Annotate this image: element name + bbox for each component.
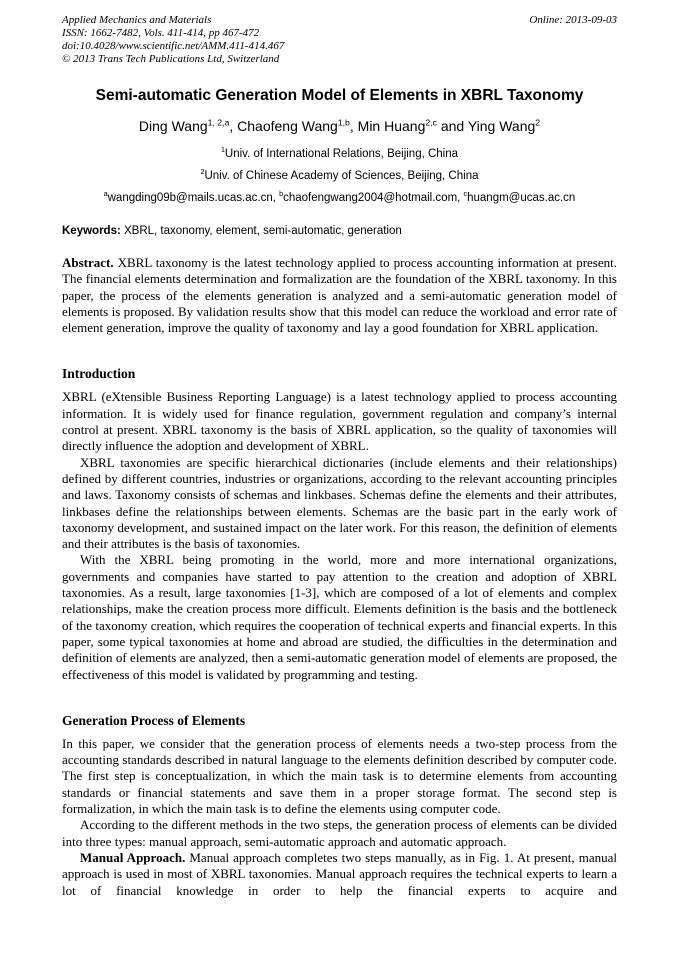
online-date: Online: 2013-09-03 — [529, 14, 617, 26]
author-affiliation-sup: 1, 2,a — [207, 117, 230, 128]
email-text: wangding09b@mails.ucas.ac.cn, — [107, 192, 280, 204]
keywords-label: Keywords: — [62, 225, 121, 237]
manual-approach-text: Manual approach completes two steps manually, as in Fig. 1. At present, manual approach is used in most of XBRL taxonomies. Manual approach requires the technical experts to learn a lot of financial knowledge in order to help the financial experts to acquire and — [62, 849, 617, 898]
affiliation-sup: 1 — [220, 146, 225, 155]
abstract-paragraph — [62, 255, 617, 336]
journal-copyright-line: © 2013 Trans Tech Publications Ltd, Switzerland — [62, 53, 280, 65]
author-name-text: Ding Wang — [138, 118, 208, 134]
section-heading-introduction: Introduction — [62, 366, 136, 382]
email-sup: b — [279, 190, 284, 199]
journal-issn-line: ISSN: 1662-7482, Vols. 411-414, pp 467-472 — [62, 27, 260, 39]
email-sup: a — [103, 190, 108, 199]
abstract-label: Abstract. — [62, 255, 114, 270]
paragraph: With the XBRL being promoting in the world, more and more international organizations, governments and companies have started to pay attention to the creation and adoption of XBRL taxonomies. As a result, large taxonomies [1-3], which are composed of a lot of elements and complex relationships, make the creation process more difficult. Elements definition is the basis and the bottleneck of the taxonomy creation, which requires the cooperation of technical experts and financial experts. In this paper, some typical taxonomies at home and abroad are studied, the difficulties in the determination and definition of elements are analyzed, then a semi-automatic generation model of elements are proposed, the effectiveness of this model is validated by programming and testing. — [62, 552, 617, 682]
author-name-text: , Min Huang — [349, 118, 426, 134]
affiliation-sup: 2 — [200, 168, 205, 177]
author-affiliation-sup: 2,c — [425, 117, 437, 128]
author-affiliation-sup: 2 — [535, 117, 541, 128]
keywords-text: XBRL, taxonomy, element, semi-automatic, generation — [120, 225, 402, 237]
paragraph: XBRL (eXtensible Business Reporting Language) is a latest technology applied to process accounting information. It is widely used for finance regulation, government regulation and company’s internal control at present. XBRL taxonomy is the basis of XBRL application, so the quality of taxonomies will directly influence the adoption and development of XBRL. — [62, 389, 617, 454]
affiliation-text: Univ. of International Relations, Beijing, China — [224, 148, 459, 160]
author-name — [139, 118, 229, 134]
author-name — [437, 118, 540, 134]
keywords-line — [62, 224, 617, 238]
manual-approach-label: Manual Approach. — [80, 849, 186, 865]
email-text: huangm@ucas.ac.cn — [467, 192, 576, 204]
author-name — [350, 118, 437, 134]
journal-name: Applied Mechanics and Materials — [62, 14, 212, 26]
author-line — [62, 118, 617, 135]
paper-title: Semi-automatic Generation Model of Elements in XBRL Taxonomy — [95, 87, 584, 104]
affiliation-1 — [62, 147, 617, 161]
section-heading-generation-process: Generation Process of Elements — [62, 712, 246, 728]
paragraph: XBRL taxonomies are specific hierarchical dictionaries (include elements and their relationships) defined by different countries, industries or organizations, according to the relevant accounting principles and laws. Taxonomy consists of schemas and linkbases. Schemas define the elements and their attributes, linkbases define the relationships between elements. Schemas are the basic part in the early work of taxonomy development, and sustained impact on the later work. For this reason, the definition of elements and their attributes is the basis of taxonomies. — [62, 454, 617, 552]
author-name-text: , Chaofeng Wang — [229, 118, 338, 134]
paragraph — [62, 850, 617, 899]
email-text: chaofengwang2004@hotmail.com, — [283, 192, 464, 204]
email-sup: c — [463, 190, 468, 199]
author-name-text: and Ying Wang — [436, 118, 536, 134]
author-affiliation-sup: 1,b — [337, 117, 350, 128]
journal-citation-block — [62, 14, 284, 66]
journal-doi-line: doi:10.4028/www.scientific.net/AMM.411-414.467 — [62, 40, 285, 52]
author-emails — [62, 191, 617, 205]
affiliation-2 — [62, 169, 617, 183]
abstract-text: XBRL taxonomy is the latest technology applied to process accounting information at present. The financial elements determination and formalization are the foundation of the XBRL taxonomy. In this paper, the process of the elements generation is analyzed and a semi-automatic generation model of elements is proposed. By validation results show that this model can reduce the workload and error rate of element generation, improve the quality of taxonomy and lay a good foundation for XBRL application. — [62, 255, 617, 336]
paragraph: According to the different methods in the two steps, the generation process of elements can be divided into three types: manual approach, semi-automatic approach and automatic approach. — [62, 817, 617, 849]
author-name — [229, 118, 350, 134]
affiliation-text: Univ. of Chinese Academy of Sciences, Beijing, China — [204, 170, 479, 182]
paragraph: In this paper, we consider that the generation process of elements needs a two-step process from the accounting standards described in natural language to the elements definition described by computer code. The first step is conceptualization, in which the main task is to determine elements from accounting standards or financial statements and save them in a proper storage format. The second step is formalization, in which the main task is to define the elements using computer code. — [62, 735, 617, 817]
journal-header — [62, 14, 617, 66]
